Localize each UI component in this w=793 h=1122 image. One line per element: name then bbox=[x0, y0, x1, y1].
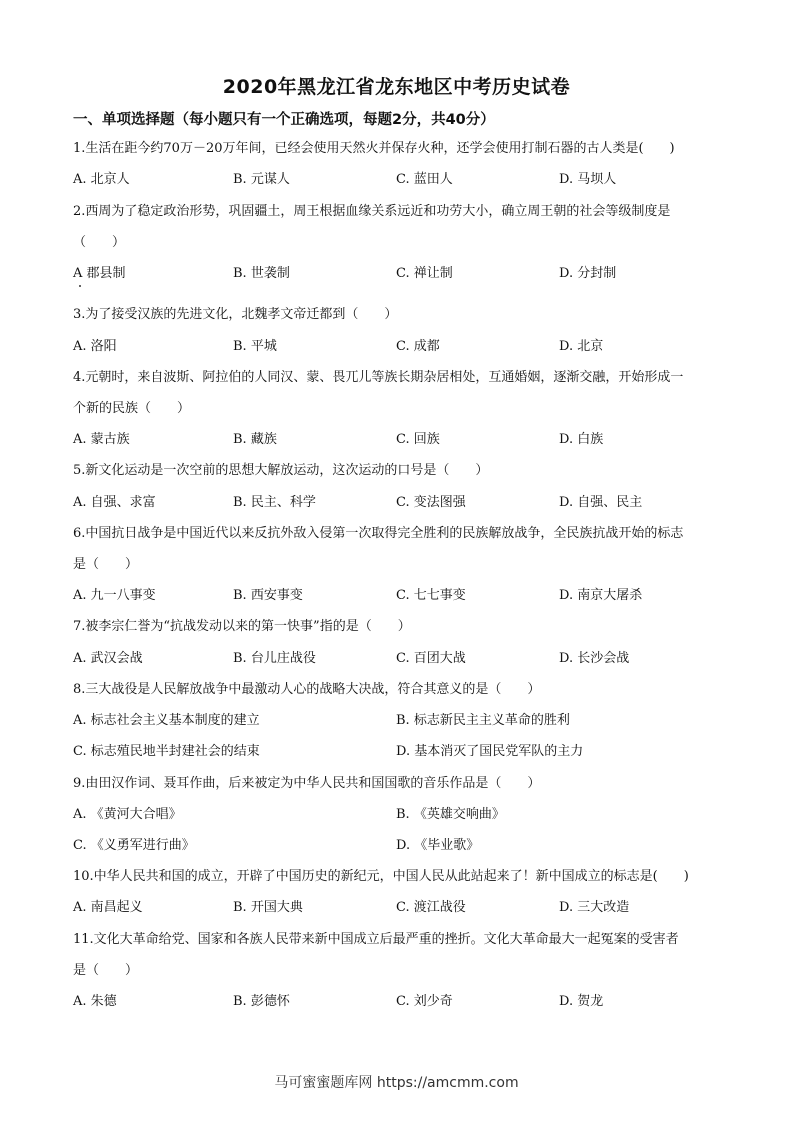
question-3-line-1: 3.为了接受汉族的先进文化，北魏孝文帝迁都到（ ） bbox=[73, 307, 398, 322]
question-1-line-1: 1.生活在距今约70万－20万年间，已经会使用天然火并保存火种，还学会使用打制石器的古人类是( ) bbox=[73, 141, 675, 156]
question-7-option-a: A. 武汉会战 bbox=[73, 651, 143, 666]
question-8-option-d: D. 基本消灭了国民党军队的主力 bbox=[396, 744, 584, 759]
question-2-option-c: C. 禅让制 bbox=[396, 266, 453, 281]
question-5-option-c: C. 变法图强 bbox=[396, 495, 466, 510]
question-10-line-1: 10.中华人民共和国的成立，开辟了中国历史的新纪元，中国人民从此站起来了！新中国成立的标志是( ) bbox=[73, 869, 689, 884]
question-3-option-b: B. 平城 bbox=[233, 339, 277, 354]
question-11-option-c: C. 刘少奇 bbox=[396, 994, 453, 1009]
question-2-option-b: B. 世袭制 bbox=[233, 266, 290, 281]
question-5-option-d: D. 自强、民主 bbox=[559, 495, 643, 510]
question-2-option-d: D. 分封制 bbox=[559, 266, 617, 281]
question-6-line-1: 6.中国抗日战争是中国近代以来反抗外敌入侵第一次取得完全胜利的民族解放战争，全民族抗战开始的标志 bbox=[73, 526, 684, 541]
question-9-option-c: C. 《义勇军进行曲》 bbox=[73, 838, 195, 853]
question-6-option-b: B. 西安事变 bbox=[233, 588, 303, 603]
question-8-option-b: B. 标志新民主主义革命的胜利 bbox=[396, 713, 570, 728]
question-7-line-1: 7.被李宗仁誉为“抗战发动以来的第一快事”指的是（ ） bbox=[73, 619, 411, 634]
question-4-line-1: 4.元朝时，来自波斯、阿拉伯的人同汉、蒙、畏兀儿等族长期杂居相处，互通婚姻，逐渐交融，开始形成一 bbox=[73, 370, 684, 385]
question-11-option-a: A. 朱德 bbox=[73, 994, 117, 1009]
question-3-option-a: A. 洛阳 bbox=[73, 339, 117, 354]
question-1-option-c: C. 蓝田人 bbox=[396, 172, 453, 187]
question-4-option-a: A. 蒙古族 bbox=[73, 432, 130, 447]
question-7-option-b: B. 台儿庄战役 bbox=[233, 651, 316, 666]
question-6-line-2: 是（ ） bbox=[73, 557, 139, 572]
page-title: 2020年黑龙江省龙东地区中考历史试卷 bbox=[222, 76, 571, 98]
question-10-option-c: C. 渡江战役 bbox=[396, 900, 466, 915]
question-4-option-c: C. 回族 bbox=[396, 432, 440, 447]
question-9-option-b: B. 《英雄交响曲》 bbox=[396, 807, 505, 822]
question-8-line-1: 8.三大战役是人民解放战争中最激动人心的战略大决战，符合其意义的是（ ） bbox=[73, 682, 541, 697]
question-9-option-d: D. 《毕业歌》 bbox=[396, 838, 480, 853]
question-5-option-b: B. 民主、科学 bbox=[233, 495, 316, 510]
question-2-line-1: 2.西周为了稳定政治形势，巩固疆土，周王根据血缘关系远近和功劳大小，确立周王朝的社会等级制度是 bbox=[73, 204, 671, 219]
question-7-option-d: D. 长沙会战 bbox=[559, 651, 630, 666]
question-11-line-1: 11.文化大革命给党、国家和各族人民带来新中国成立后最严重的挫折。文化大革命最大一起冤案的受害者 bbox=[73, 932, 679, 947]
question-9-option-a: A. 《黄河大合唱》 bbox=[73, 807, 182, 822]
question-9-line-1: 9.由田汉作词、聂耳作曲，后来被定为中华人民共和国国歌的音乐作品是（ ） bbox=[73, 776, 541, 791]
site-watermark-footer: 马可蜜蜜题库网 https://amcmm.com bbox=[274, 1075, 519, 1091]
question-10-option-b: B. 开国大典 bbox=[233, 900, 303, 915]
question-1-option-d: D. 马坝人 bbox=[559, 172, 617, 187]
question-7-option-c: C. 百团大战 bbox=[396, 651, 466, 666]
question-11-option-b: B. 彭德怀 bbox=[233, 994, 290, 1009]
question-10-option-a: A. 南昌起义 bbox=[73, 900, 143, 915]
question-5-line-1: 5.新文化运动是一次空前的思想大解放运动，这次运动的口号是（ ） bbox=[73, 463, 489, 478]
question-4-line-2: 个新的民族（ ） bbox=[73, 401, 191, 416]
question-2-option-a: A 郡县制 bbox=[73, 266, 126, 281]
question-1-option-b: B. 元谋人 bbox=[233, 172, 290, 187]
question-2-line-2: （ ） bbox=[73, 235, 126, 250]
question-5-option-a: A. 自强、求富 bbox=[73, 495, 156, 510]
question-4-option-d: D. 白族 bbox=[559, 432, 604, 447]
question-11-option-d: D. 贺龙 bbox=[559, 994, 604, 1009]
question-3-option-d: D. 北京 bbox=[559, 339, 604, 354]
question-6-option-a: A. 九一八事变 bbox=[73, 588, 156, 603]
stray-dot bbox=[79, 285, 81, 287]
section-heading: 一、单项选择题（每小题只有一个正确选项，每题2分，共40分） bbox=[73, 112, 495, 128]
question-4-option-b: B. 藏族 bbox=[233, 432, 277, 447]
question-8-option-c: C. 标志殖民地半封建社会的结束 bbox=[73, 744, 260, 759]
question-3-option-c: C. 成都 bbox=[396, 339, 440, 354]
question-11-line-2: 是（ ） bbox=[73, 963, 139, 978]
question-10-option-d: D. 三大改造 bbox=[559, 900, 630, 915]
question-6-option-d: D. 南京大屠杀 bbox=[559, 588, 643, 603]
question-8-option-a: A. 标志社会主义基本制度的建立 bbox=[73, 713, 260, 728]
question-1-option-a: A. 北京人 bbox=[73, 172, 130, 187]
question-6-option-c: C. 七七事变 bbox=[396, 588, 466, 603]
